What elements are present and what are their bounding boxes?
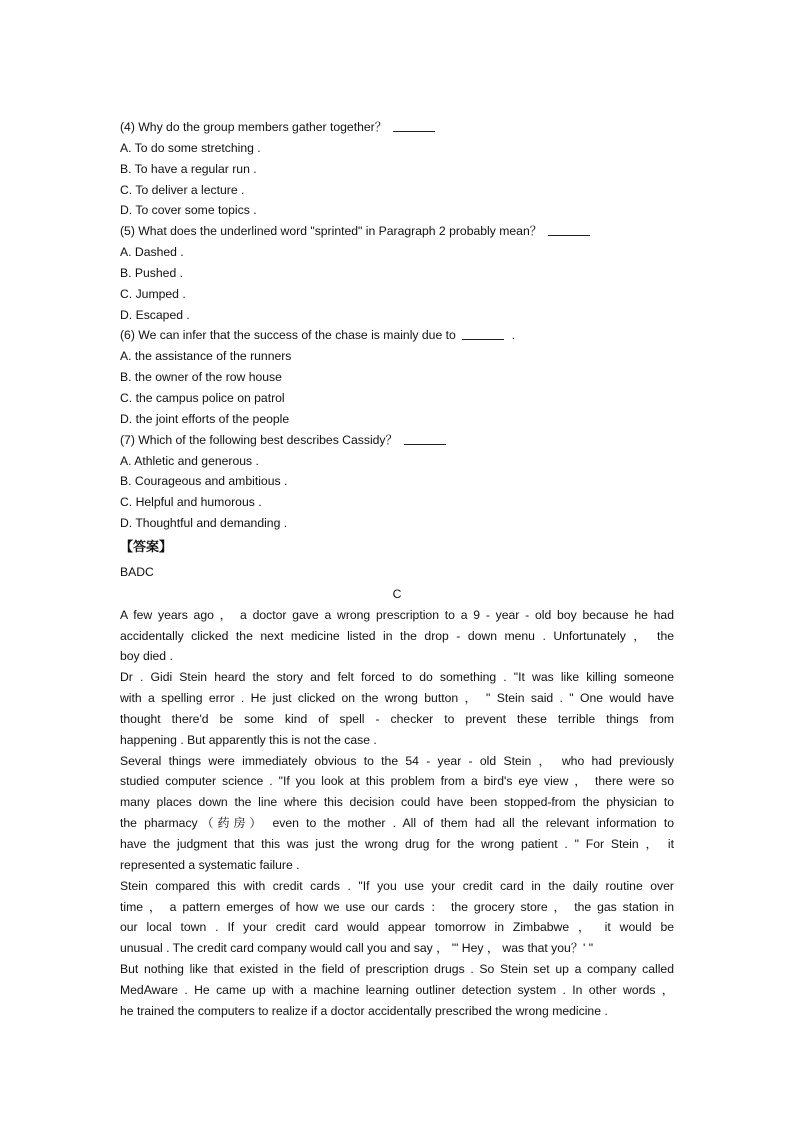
question-6-option-c: C. the campus police on patrol [120,390,285,405]
question-4-option-b: B. To have a regular run . [120,161,257,176]
passage-line: he trained the computers to realize if a doctor accidentally prescribed the wrong medicine . [120,1003,608,1018]
question-6-option-a: A. the assistance of the runners [120,349,292,364]
question-5-option-a: A. Dashed . [120,245,184,260]
passage-line: many places down the line where this decision could have been stopped-from the physician to [120,795,674,810]
passage-line: our local town . If your credit card would appear tomorrow in Zimbabwe ， it would be [120,920,674,935]
question-4-option-c: C. To deliver a lecture . [120,182,245,197]
passage-line: A few years ago ， a doctor gave a wrong prescription to a 9 - year - old boy because he had [120,607,674,622]
question-4-stem: (4) Why do the group members gather together？ [120,117,674,138]
passage-line: thought there'd be some kind of spell - checker to prevent these terrible things from [120,711,674,726]
question-4-option-a: A. To do some stretching . [120,140,261,155]
passage-line: with a spelling error . He just clicked on the wrong button ， " Stein said . " One would have [120,691,674,706]
passage-line: Stein compared this with credit cards . "If you use your credit card in the daily routine over [120,878,674,893]
question-7-option-b: B. Courageous and ambitious . [120,474,288,489]
passage-line: Several things were immediately obvious to the 54 - year - old Stein ， who had previously [120,753,674,768]
question-7-option-a: A. Athletic and generous . [120,453,259,468]
passage-line: But nothing like that existed in the field of prescription drugs . So Stein set up a company called [120,962,674,977]
answer-blank [393,119,435,132]
answer-value: BADC [120,564,154,579]
passage-line: boy died . [120,649,173,664]
question-6-option-d: D. the joint efforts of the people [120,411,290,426]
answer-blank [404,432,446,445]
passage-line: accidentally clicked the next medicine listed in the drop - down menu . Unfortunately ， the [120,628,674,643]
answer-heading: 【答案】 [120,538,173,554]
question-7-option-c: C. Helpful and humorous . [120,495,262,510]
passage-line: time ， a pattern emerges of how we use our cards ： the grocery store ， the gas station in [120,899,674,914]
passage-line: Dr . Gidi Stein heard the story and felt forced to do something . "It was like killing someone [120,670,674,685]
document-page [120,117,674,1022]
passage-line: happening . But apparently this is not the case . [120,732,377,747]
passage-line: MedAware . He came up with a machine learning outliner detection system . In other words ， [120,982,674,997]
question-7-stem: (7) Which of the following best describes Cassidy？ [120,430,674,451]
question-6-stem: (6) We can infer that the success of the chase is mainly due to . [120,328,516,343]
question-5-option-d: D. Escaped . [120,307,190,322]
passage [120,605,674,1022]
question-6-option-b: B. the owner of the row house [120,370,282,385]
question-5-stem: (5) What does the underlined word "sprinted" in Paragraph 2 probably mean？ [120,221,674,242]
passage-line: studied computer science . "If you look at this problem from a bird's eye view ， there were so [120,774,674,789]
question-5-option-c: C. Jumped . [120,286,186,301]
passage-line: represented a systematic failure . [120,857,300,872]
answer-blank [548,223,590,236]
passage-line: have the judgment that this was just the wrong drug for the wrong patient . " For Stein ， it [120,837,674,851]
passage-line: the pharmacy（药房） even to the mother . All of them had all the relevant information to [120,816,674,831]
answer-blank [462,327,504,340]
passage-line: unusual . The credit card company would call you and say ， '" Hey ， was that you？' " [120,941,594,956]
question-5-option-b: B. Pushed . [120,265,184,280]
section-letter: C [392,586,402,601]
question-4-option-d: D. To cover some topics . [120,203,257,218]
question-7-option-d: D. Thoughtful and demanding . [120,516,288,531]
